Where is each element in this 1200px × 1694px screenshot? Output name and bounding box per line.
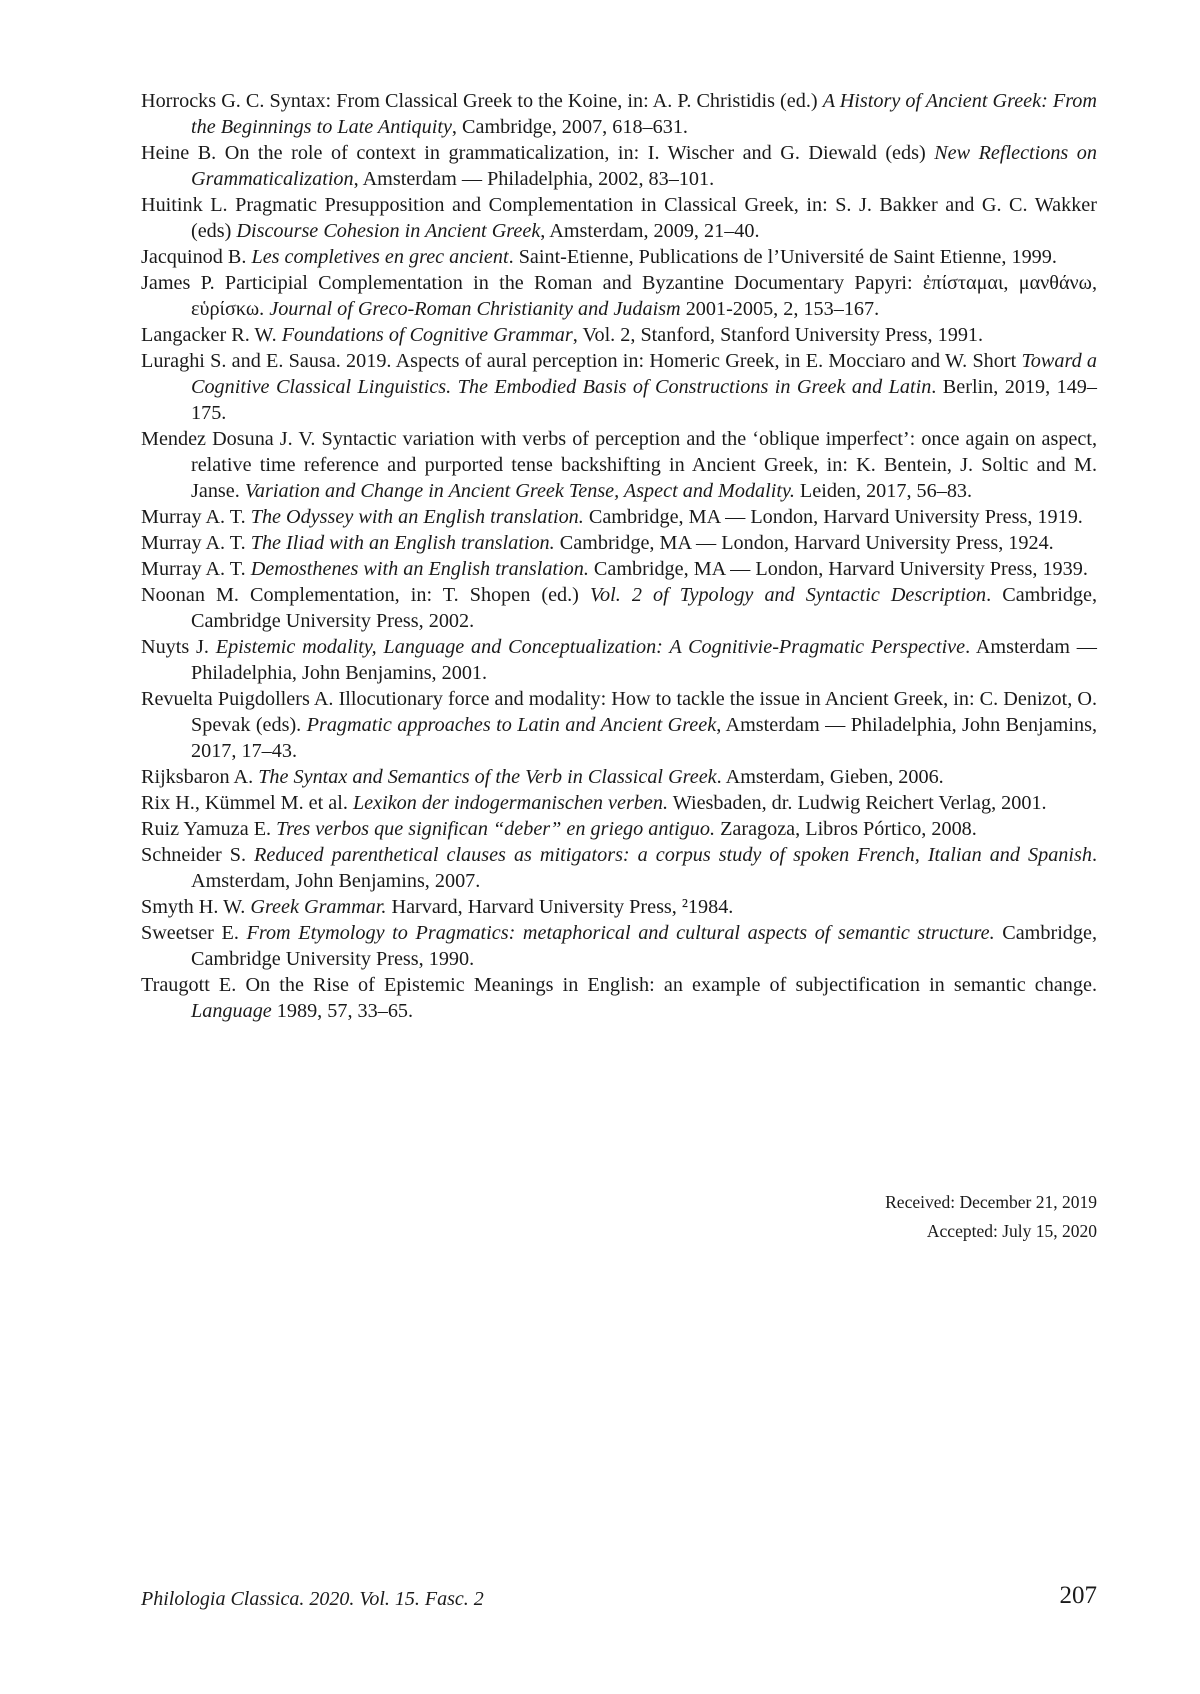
page-number: 207 (1059, 1582, 1097, 1609)
reference-entry: Traugott E. On the Rise of Epistemic Meanings in English: an example of subjectification in semantic change. Language 1989, 57, 33–65. (141, 974, 1097, 1022)
reference-entry: Revuelta Puigdollers A. Illocutionary force and modality: How to tackle the issue in Ancient Greek, in: C. Denizot, O. Spevak (eds). Pragmatic approaches to Latin and Ancient Greek, Amsterdam — Philadelphia, John Benjamins, 2017, 17–43. (141, 688, 1097, 762)
reference-entry: Heine B. On the role of context in grammaticalization, in: I. Wischer and G. Diewald (eds) New Reflections on Grammaticalization, Amsterdam — Philadelphia, 2002, 83–101. (141, 142, 1097, 190)
reference-entry: Mendez Dosuna J. V. Syntactic variation with verbs of perception and the ‘oblique imperfect’: once again on aspect, relative time reference and purported tense backshifting in Ancient Greek, in: K. Bentein, J. Soltic and M. Janse. Variation and Change in Ancient Greek Tense, Aspect and Modality. Leiden, 2017, 56–83. (141, 428, 1097, 502)
received-date: Received: December 21, 2019 (885, 1192, 1097, 1212)
reference-entry: Rijksbaron A. The Syntax and Semantics of the Verb in Classical Greek. Amsterdam, Gieben, 2006. (141, 766, 944, 788)
reference-entry: Nuyts J. Epistemic modality, Language and Conceptualization: A Cognitivie-Pragmatic Perspective. Amsterdam — Philadelphia, John Benjamins, 2001. (141, 636, 1097, 684)
reference-entry: Noonan M. Complementation, in: T. Shopen (ed.) Vol. 2 of Typology and Syntactic Description. Cambridge, Cambridge University Press, 2002. (141, 584, 1098, 632)
reference-entry: Luraghi S. and E. Sausa. 2019. Aspects of aural perception in: Homeric Greek, in E. Mocciaro and W. Short Toward a Cognitive Classical Linguistics. The Embodied Basis of Constructions in Greek and Latin. Berlin, 2019, 149–175. (141, 350, 1097, 424)
reference-entry: Rix H., Kümmel M. et al. Lexikon der indogermanischen verben. Wiesbaden, dr. Ludwig Reichert Verlag, 2001. (141, 792, 1047, 814)
reference-entry: Murray A. T. The Odyssey with an English translation. Cambridge, MA — London, Harvard University Press, 1919. (141, 506, 1083, 528)
reference-entry: Jacquinod B. Les completives en grec ancient. Saint-Etienne, Publications de l’Université de Saint Etienne, 1999. (141, 246, 1057, 268)
reference-entry: Smyth H. W. Greek Grammar. Harvard, Harvard University Press, ²1984. (141, 896, 734, 918)
reference-entry: Murray A. T. Demosthenes with an English translation. Cambridge, MA — London, Harvard University Press, 1939. (141, 558, 1088, 580)
reference-entry: Horrocks G. C. Syntax: From Classical Greek to the Koine, in: A. P. Christidis (ed.) A History of Ancient Greek: From the Beginnings to Late Antiquity, Cambridge, 2007, 618–631. (141, 90, 1097, 138)
reference-entry: Sweetser E. From Etymology to Pragmatics: metaphorical and cultural aspects of semantic structure. Cambridge, Cambridge University Press, 1990. (141, 922, 1097, 970)
accepted-date: Accepted: July 15, 2020 (926, 1221, 1097, 1241)
reference-entry: Ruiz Yamuza E. Tres verbos que significan “deber” en griego antiguo. Zaragoza, Libros Pórtico, 2008. (141, 818, 977, 840)
reference-list (141, 88, 1097, 1024)
reference-entry: James P. Participial Complementation in the Roman and Byzantine Documentary Papyri: ἐπίσταμαι, μανθάνω, εὑρίσκω. Journal of Greco-Roman Christianity and Judaism 2001-2005, 2, 153–167. (141, 272, 1097, 320)
submission-dates (885, 1188, 1097, 1246)
journal-footer: Philologia Classica. 2020. Vol. 15. Fasc. 2 (141, 1588, 484, 1610)
reference-entry: Schneider S. Reduced parenthetical clauses as mitigators: a corpus study of spoken French, Italian and Spanish. Amsterdam, John Benjamins, 2007. (141, 844, 1097, 892)
reference-entry: Huitink L. Pragmatic Presupposition and Complementation in Classical Greek, in: S. J. Bakker and G. C. Wakker (eds) Discourse Cohesion in Ancient Greek, Amsterdam, 2009, 21–40. (141, 194, 1097, 242)
reference-entry: Murray A. T. The Iliad with an English translation. Cambridge, MA — London, Harvard University Press, 1924. (141, 532, 1054, 554)
reference-entry: Langacker R. W. Foundations of Cognitive Grammar, Vol. 2, Stanford, Stanford University Press, 1991. (141, 324, 984, 346)
